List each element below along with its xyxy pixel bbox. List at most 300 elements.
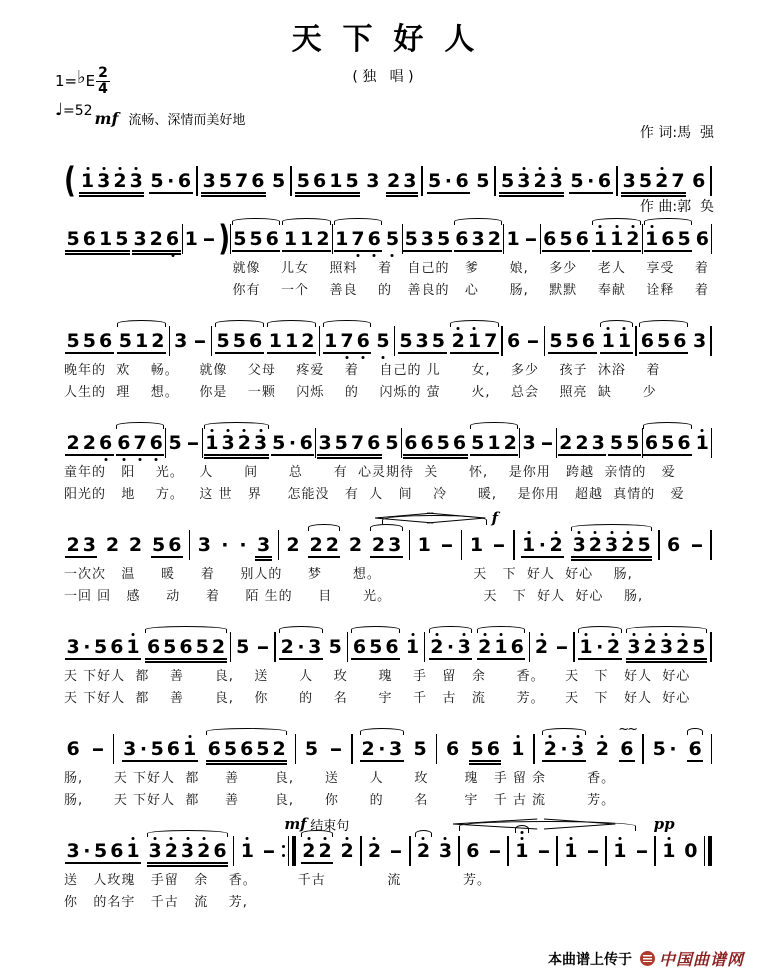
note-digit: 2: [655, 169, 669, 192]
note-group: [307, 534, 341, 557]
note-digit: 1: [285, 329, 299, 352]
note-digit: 1: [617, 329, 632, 352]
repeat-barline: [282, 836, 296, 866]
note-digit: 3: [66, 839, 80, 862]
slur-arc: [301, 830, 333, 837]
note-digit: ·: [560, 737, 568, 760]
note-digit: 3: [457, 635, 471, 658]
note-digit: 1: [645, 227, 659, 250]
slur-arc: [450, 320, 499, 327]
note-digit: 2: [371, 533, 386, 556]
note-group: [387, 840, 405, 863]
beam-line: [571, 556, 652, 558]
note-digit: 2: [237, 431, 251, 454]
note-group: [231, 228, 282, 251]
note-digit: 3: [571, 737, 585, 760]
note-digit: 3: [221, 431, 235, 454]
barline: [189, 530, 191, 560]
note-group: [428, 636, 474, 659]
note-group: [611, 840, 629, 863]
beam-line: [619, 760, 635, 762]
beam-line: [477, 658, 526, 660]
note-digit: 6: [666, 533, 681, 556]
note-digit: 2: [302, 839, 316, 862]
slur-arc: [116, 422, 165, 429]
note-group: [64, 636, 142, 659]
note-digit: 2: [318, 839, 332, 862]
slur-arc: [600, 320, 632, 327]
note-group: [238, 840, 256, 863]
barline: [436, 734, 438, 764]
note-group: [541, 228, 592, 251]
lyric-line-1: 一次次 温 暖 着 别人的 梦 想。 天 下 好人 好心 肠,: [64, 567, 633, 582]
note-digit: 5: [272, 169, 286, 192]
beam-line: [117, 352, 166, 354]
barline: [196, 166, 198, 196]
beam-line: [454, 250, 503, 252]
beam-line: [626, 658, 707, 660]
note-digit: 5: [428, 169, 442, 192]
slur-arc: [542, 728, 586, 735]
note-group: [522, 228, 540, 251]
beam-line: [65, 556, 97, 558]
note-digit: ·: [297, 635, 305, 658]
note-digit: 6: [299, 431, 313, 454]
note-digit: 3: [148, 839, 162, 862]
note-digit: 5: [436, 431, 450, 454]
note-digit: 2: [66, 533, 80, 556]
note-digit: 3: [253, 431, 268, 454]
beam-line: [147, 865, 228, 867]
note-digit: 1: [564, 839, 578, 862]
note-digit: 6: [179, 635, 193, 658]
note-digit: 2: [316, 227, 330, 250]
note-digit: 1: [335, 227, 349, 250]
tempo-marking: [55, 100, 110, 120]
note-digit: 1: [593, 227, 608, 250]
note-digit: 5: [565, 329, 579, 352]
note-digit: 6: [82, 227, 96, 250]
note-digit: 3: [97, 169, 111, 192]
beam-line: [255, 556, 271, 558]
note-digit: 3: [517, 169, 531, 192]
note-digit: 5: [652, 737, 666, 760]
note-group: [620, 170, 687, 193]
slur-arc: [279, 626, 323, 633]
note-digit: 5: [334, 431, 348, 454]
note-digit: 3: [572, 533, 586, 556]
note-digit: 6: [486, 737, 500, 760]
note-group: [316, 432, 383, 455]
note-digit: 6: [677, 431, 691, 454]
beam-line: [204, 454, 269, 456]
note-digit: ·: [587, 169, 595, 192]
music-system: [64, 613, 712, 710]
beam-line: [569, 192, 613, 194]
note-digit: 6: [149, 431, 163, 454]
beam-line: [206, 760, 287, 762]
note-group: [369, 534, 403, 557]
note-digit: 5: [66, 329, 80, 352]
note-digit: 6: [661, 227, 675, 250]
beam-line: [644, 250, 693, 252]
note-digit: 5: [431, 329, 446, 352]
note-group: [693, 432, 711, 455]
note-digit: 5: [413, 737, 427, 760]
note-group: [184, 432, 202, 455]
lyric-line-2: 天 下好人 都 善 良, 你 的 名 宇 千 古 流 芳。 天 下 好人 好心: [64, 691, 691, 706]
slur-arc: [215, 320, 264, 327]
slur-arc: [147, 830, 228, 837]
note-digit: 6: [445, 737, 460, 760]
barline: [642, 734, 644, 764]
note-digit: 2: [286, 533, 300, 556]
note-digit: ·: [83, 635, 91, 658]
note-group: [468, 738, 502, 761]
note-digit: 5: [549, 329, 563, 352]
note-group: [64, 330, 115, 353]
note-group: [591, 228, 642, 251]
note-group: [513, 840, 531, 863]
beam-line: [403, 454, 468, 456]
note-group: [236, 534, 249, 557]
barline: [458, 836, 460, 866]
note-group: [383, 432, 401, 455]
slur-arc: [204, 422, 269, 429]
note-group: [359, 738, 405, 761]
note-digit: 2: [534, 635, 549, 658]
note-group: [195, 534, 213, 557]
barline: [635, 326, 637, 356]
beam-line: [116, 454, 165, 456]
beam-line: [360, 760, 404, 762]
note-digit: 6: [356, 329, 370, 352]
note-digit: 3: [256, 533, 271, 556]
score-element: [708, 836, 712, 866]
note-group: [374, 330, 392, 353]
beam-line: [592, 250, 641, 252]
music-system: [64, 817, 712, 914]
note-digit: 1: [579, 635, 593, 658]
note-digit: 5: [626, 431, 640, 454]
decrescendo-hairpin: [544, 819, 615, 829]
note-digit: 3: [308, 635, 322, 658]
note-digit: 5: [500, 169, 515, 192]
note-digit: 6: [455, 227, 469, 250]
note-digit: 1: [283, 227, 298, 250]
note-digit: 2: [361, 737, 375, 760]
note-digit: 3: [123, 737, 137, 760]
note-group: [520, 534, 566, 557]
note-group: [322, 330, 373, 353]
note-digit: 6: [168, 533, 182, 556]
note-group: [338, 840, 356, 863]
note-digit: 5: [168, 431, 182, 454]
notation-line: [64, 220, 712, 258]
note-digit: ·: [167, 169, 175, 192]
annotation-layer: [64, 817, 712, 832]
lyric-line-1: 晚年的 欢 畅。 就像 父母 疼爱 着 自己的 儿 女, 多少 孩子 沐浴 着: [64, 363, 661, 378]
note-digit: 5: [118, 329, 133, 352]
note-digit: 2: [606, 635, 621, 658]
note-digit: 2: [325, 533, 339, 556]
note-group: [538, 432, 556, 455]
note-group: [403, 636, 421, 659]
note-digit: ·: [139, 737, 148, 760]
section-label: 结束句: [310, 819, 350, 834]
note-group: [682, 840, 700, 863]
note-group: [89, 738, 107, 761]
note-group: [64, 228, 131, 251]
site-name: 中国曲谱网: [658, 950, 744, 969]
note-digit: ·: [444, 169, 452, 192]
note-group: [281, 228, 332, 251]
note-digit: 2: [549, 533, 563, 556]
beam-line: [429, 658, 473, 660]
beam-line: [470, 454, 519, 456]
note-digit: 6: [207, 737, 221, 760]
note-digit: 5: [638, 169, 653, 192]
note-digit: 5: [150, 169, 164, 192]
lyric-line-2: 一回 回 感 动 着 陌 生的 目 光。 天 下 好人 好心 肠,: [64, 589, 644, 604]
key-and-tempo: [55, 64, 110, 120]
barline: [351, 734, 353, 764]
note-group: [490, 534, 508, 557]
note-group: [144, 636, 227, 659]
note-digit: 7: [484, 329, 498, 352]
note-digit: 6: [98, 431, 113, 454]
note-group: [326, 636, 344, 659]
barline: [409, 530, 411, 560]
note-group: [327, 738, 345, 761]
note-digit: 5: [223, 737, 238, 760]
slur-arc: [323, 320, 372, 327]
note-digit: 6: [543, 227, 557, 250]
note-digit: 6: [640, 329, 654, 352]
note-digit: 6: [466, 839, 480, 862]
beam-line: [334, 250, 383, 252]
beam-line: [151, 556, 183, 558]
slur-arc: [117, 320, 166, 327]
song-title: 天 下 好 人: [291, 22, 475, 57]
note-digit: 2: [487, 227, 501, 250]
note-digit: 6: [673, 329, 687, 352]
barline: [169, 326, 171, 356]
note-group: [642, 432, 693, 455]
note-digit: 5: [272, 431, 286, 454]
note-group: [365, 840, 383, 863]
note-digit: 5: [296, 169, 311, 192]
note-group: [584, 840, 602, 863]
barline: [113, 734, 115, 764]
beam-line: [317, 457, 382, 459]
note-group: [64, 840, 142, 863]
note-digit: 2: [478, 635, 492, 658]
beam-line: [403, 457, 468, 459]
note-digit: 6: [248, 329, 263, 352]
note-digit: 2: [211, 635, 226, 658]
barline: [319, 326, 321, 356]
note-digit: 2: [676, 635, 690, 658]
beam-line: [145, 661, 226, 663]
note-digit: 6: [213, 839, 227, 862]
fermata-dot: [520, 831, 523, 834]
note-digit: 1: [515, 839, 529, 862]
note-digit: 1: [522, 533, 536, 556]
note-digit: 5: [232, 329, 246, 352]
note-digit: 1: [417, 533, 431, 556]
beam-line: [370, 556, 402, 558]
note-digit: 6: [352, 635, 367, 658]
barline: [295, 734, 297, 764]
beam-line: [79, 192, 144, 194]
note-digit: 3: [693, 329, 707, 352]
note-digit: 5: [692, 635, 706, 658]
slur-arc: [626, 626, 707, 633]
note-digit: 5: [399, 329, 413, 352]
note-group: [570, 534, 653, 557]
note-digit: -: [689, 533, 704, 556]
note-digit: 7: [671, 169, 685, 192]
note-group: [660, 840, 678, 863]
note-digit: 3: [420, 227, 435, 250]
note-group: [270, 432, 316, 455]
note-digit: 1: [695, 431, 709, 454]
note-digit: ·: [538, 533, 546, 556]
beam-line: [122, 760, 198, 762]
notation-line: [64, 322, 712, 360]
note-group: [350, 636, 401, 659]
note-digit: 5: [249, 227, 263, 250]
beam-line: [317, 454, 382, 456]
note-group: [686, 738, 704, 761]
beam-line: [469, 763, 501, 765]
note-digit: ·: [288, 431, 297, 454]
slur-arc: [351, 626, 400, 633]
note-digit: 1: [662, 839, 676, 862]
note-digit: -: [202, 227, 217, 250]
note-digit: 1: [183, 737, 197, 760]
note-digit: 3: [82, 533, 96, 556]
beam-line: [295, 195, 360, 197]
note-digit: 2: [559, 431, 573, 454]
note-group: [568, 170, 614, 193]
note-digit: 2: [595, 737, 609, 760]
music-system: [64, 205, 712, 302]
crescendo-hairpin: [375, 513, 433, 523]
beam-line: [204, 457, 269, 459]
slur-arc: [643, 422, 692, 429]
note-group: [524, 330, 542, 353]
beam-line: [279, 658, 323, 660]
note-digit: 5: [236, 635, 250, 658]
beam-line: [147, 862, 228, 864]
beam-line: [608, 454, 640, 456]
note-digit: 6: [367, 431, 381, 454]
note-digit: 6: [313, 169, 327, 192]
lyric-line-2: 你有 一个 善良 的 善良的 心 肠, 默默 奉献 诠释 着: [232, 283, 709, 298]
note-digit: 5: [195, 635, 209, 658]
note-digit: ·: [669, 737, 677, 760]
note-group: [64, 534, 98, 557]
note-digit: 1: [80, 169, 95, 192]
beam-line: [450, 352, 499, 354]
note-digit: 5: [369, 635, 383, 658]
note-digit: 6: [146, 635, 161, 658]
slur-arc: [477, 626, 526, 633]
note-digit: -: [536, 839, 551, 862]
time-numerator: 2: [98, 64, 108, 81]
note-digit: 3: [471, 227, 485, 250]
flat-icon: ♭: [77, 66, 86, 88]
note-group: [688, 534, 706, 557]
note-digit: 5: [677, 227, 691, 250]
note-digit: 5: [256, 737, 270, 760]
beam-line: [323, 352, 372, 354]
note-digit: 1: [324, 329, 338, 352]
note-group: [364, 170, 382, 193]
barline: [710, 530, 712, 560]
notation-line: [64, 628, 712, 666]
note-digit: 6: [452, 431, 467, 454]
note-digit: 2: [416, 839, 431, 862]
key-prefix: 1=: [55, 72, 78, 90]
dynamic-marking: f: [491, 509, 499, 527]
beam-line: [271, 454, 315, 456]
time-signature: [96, 66, 110, 96]
beam-line: [600, 352, 632, 354]
slur-arc: [454, 218, 503, 225]
note-group: [625, 636, 708, 659]
note-digit: 2: [451, 329, 465, 352]
expression-text: 流畅、深情而美好地: [128, 113, 246, 128]
note-group: [577, 636, 623, 659]
barline: [360, 836, 362, 866]
note-digit: 5: [656, 329, 671, 352]
barline: [529, 632, 531, 662]
beam-line: [403, 250, 452, 252]
note-group: [638, 330, 689, 353]
note-digit: 3: [366, 169, 380, 192]
note-digit: 5: [661, 431, 675, 454]
note-digit: 7: [350, 431, 365, 454]
music-system: [64, 147, 712, 200]
note-group: [547, 330, 598, 353]
note-group: [486, 840, 504, 863]
note-digit: 6: [692, 169, 706, 192]
note-group: [599, 330, 633, 353]
barline: [421, 166, 423, 196]
note-digit: 5: [150, 737, 164, 760]
note-digit: -: [526, 329, 540, 352]
note-digit: -: [186, 431, 200, 454]
note-group: [78, 170, 145, 193]
notation-line: [64, 424, 712, 462]
slur-arc: [571, 524, 652, 531]
note-digit: 1: [487, 431, 501, 454]
beam-line: [621, 192, 686, 194]
note-group: [254, 534, 272, 557]
note-group: [214, 330, 265, 353]
beam-line: [65, 250, 130, 252]
beam-line: [301, 862, 333, 864]
note-digit: 6: [110, 635, 124, 658]
note-digit: 1: [268, 329, 283, 352]
note-digit: 2: [301, 329, 315, 352]
note-digit: 1: [126, 635, 140, 658]
note-digit: 6: [66, 737, 80, 760]
note-digit: 1: [205, 431, 219, 454]
